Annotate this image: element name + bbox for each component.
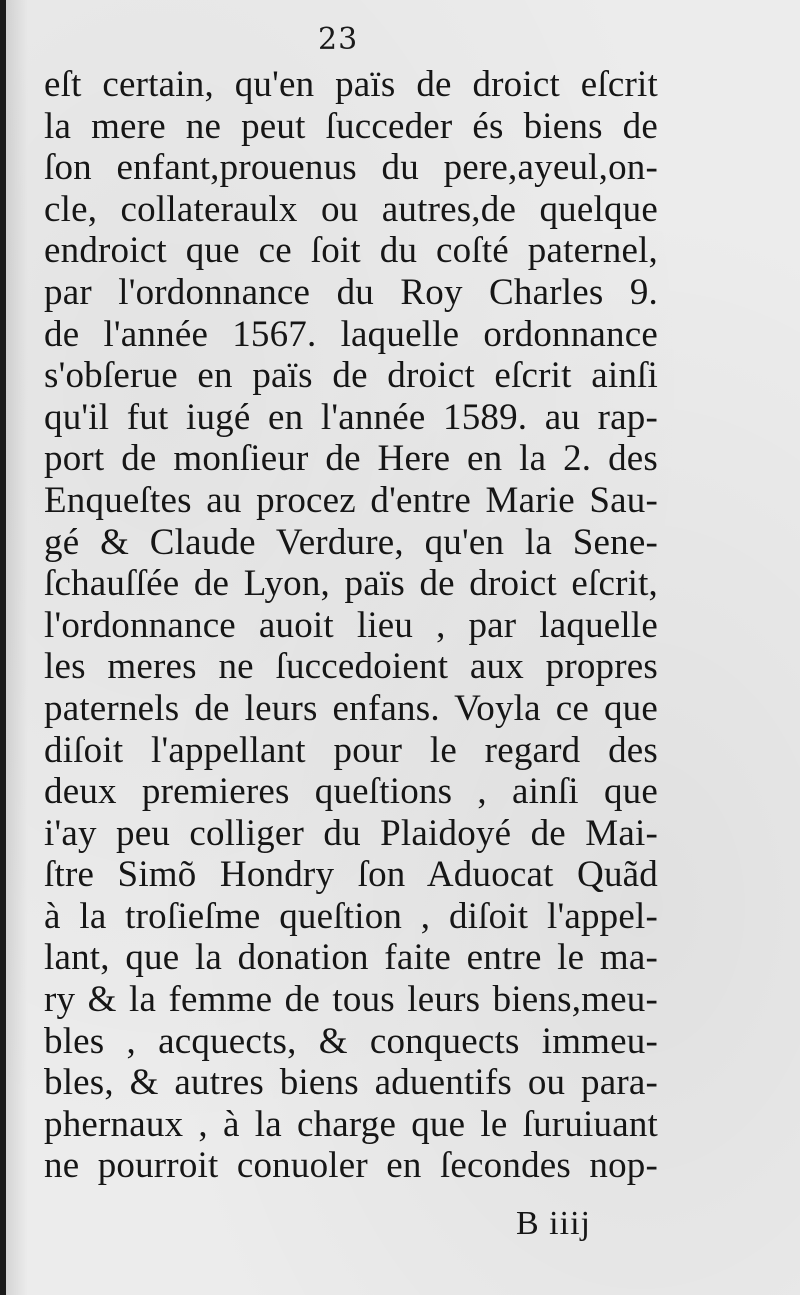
text-line: ſtre Simõ Hondry ſon Aduocat Quãd (44, 854, 658, 896)
text-line: l'ordonnance auoit lieu , par laquelle (44, 604, 658, 646)
text-line: ſon enfant,prouenus du pere,ayeul,on- (44, 147, 658, 189)
text-line: lant, que la donation faite entre le ma- (44, 937, 658, 979)
text-line: diſoit l'appellant pour le regard des (44, 729, 658, 771)
text-line: Enqueſtes au procez d'entre Marie Sau- (44, 479, 658, 521)
text-line: qu'il fut iugé en l'année 1589. au rap- (44, 396, 658, 438)
text-line: s'obſerue en païs de droict eſcrit ainſi (44, 355, 658, 397)
text-line: cle, collateraulx ou autres,de quelque (44, 188, 658, 230)
text-line: bles, & autres biens aduentifs ou para- (44, 1062, 658, 1104)
text-line: ne pourroit conuoler en ſecondes nop- (44, 1145, 658, 1187)
text-line: ſchauſſée de Lyon, païs de droict eſcrit, (44, 563, 658, 605)
text-line: eſt certain, qu'en païs de droict eſcrit (44, 64, 658, 105)
catchword: B iiij (516, 1205, 591, 1242)
page-number: 23 (318, 22, 359, 57)
text-line: la mere ne peut ſucceder és biens de (44, 105, 658, 147)
text-block (44, 64, 684, 1187)
text-line: endroict que ce ſoit du coſté paternel, (44, 230, 658, 272)
text-line: paternels de leurs enfans. Voyla ce que (44, 687, 658, 729)
text-line: port de monſieur de Here en la 2. des (44, 438, 658, 480)
text-line: les meres ne ſuccedoient aux propres (44, 646, 658, 688)
book-page (6, 0, 800, 1295)
text-line: par l'ordonnance du Roy Charles 9. (44, 271, 658, 313)
text-line: à la troſieſme queſtion , diſoit l'appel- (44, 895, 658, 937)
text-line: i'ay peu colliger du Plaidoyé de Mai- (44, 812, 658, 854)
text-line: bles , acquects, & conquects immeu- (44, 1020, 658, 1062)
text-line: ry & la femme de tous leurs biens,meu- (44, 979, 658, 1021)
text-line: gé & Claude Verdure, qu'en la Sene- (44, 521, 658, 563)
text-line: deux premieres queſtions , ainſi que (44, 771, 658, 813)
text-line: de l'année 1567. laquelle ordonnance (44, 313, 658, 355)
text-line: phernaux , à la charge que le ſuruiuant (44, 1103, 658, 1145)
